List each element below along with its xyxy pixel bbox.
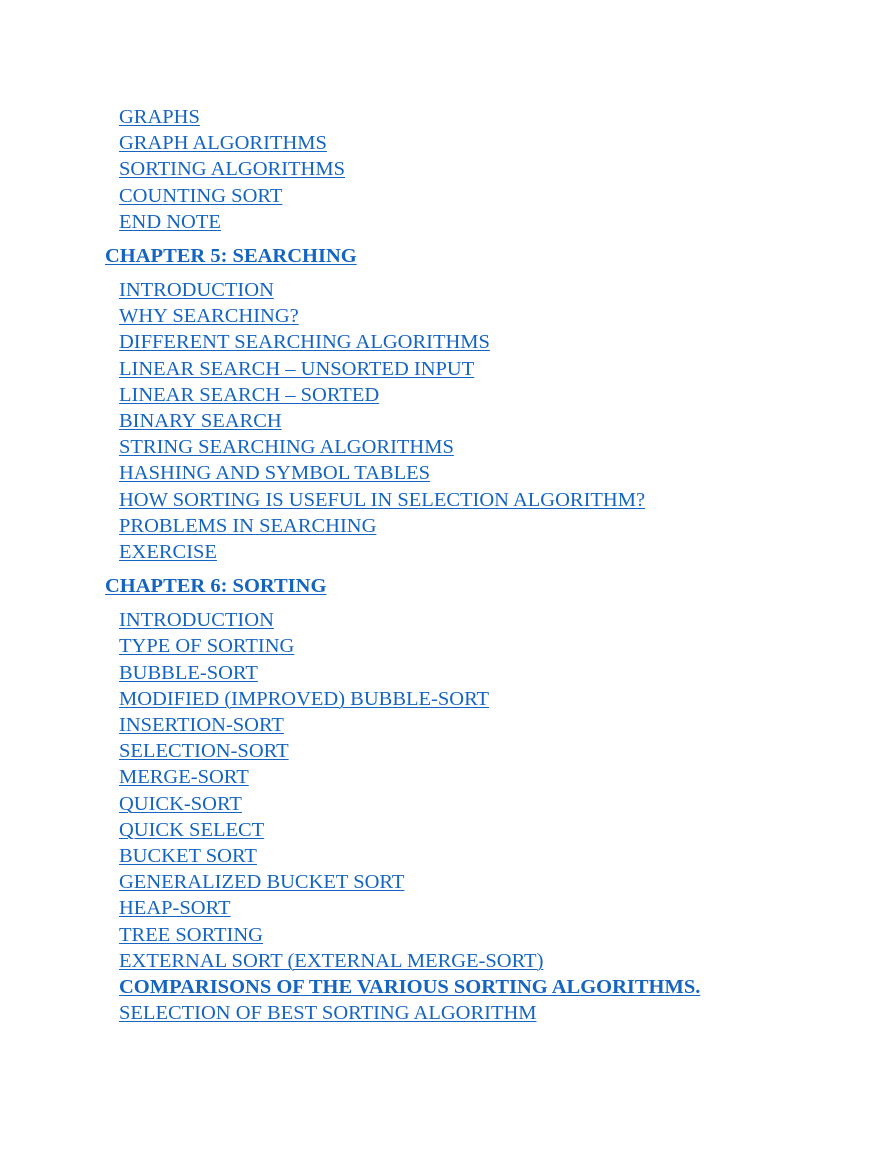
toc-link-end-note[interactable]: END NOTE (119, 210, 221, 233)
toc-link-sorting-algorithms[interactable]: SORTING ALGORITHMS (119, 158, 345, 181)
toc-link-insertion-sort[interactable]: INSERTION-SORT (119, 714, 284, 737)
toc-link-quick-sort[interactable]: QUICK-SORT (119, 792, 242, 815)
toc-link-modified-bubble-sort[interactable]: MODIFIED (IMPROVED) BUBBLE-SORT (119, 687, 490, 710)
toc-link-tree-sorting[interactable]: TREE SORTING (119, 923, 263, 946)
toc-link-why-searching[interactable]: WHY SEARCHING? (119, 305, 299, 328)
toc-link-heap-sort[interactable]: HEAP-SORT (119, 897, 231, 920)
toc-link-bubble-sort[interactable]: BUBBLE-SORT (119, 661, 258, 684)
toc-link-external-sort[interactable]: EXTERNAL SORT (EXTERNAL MERGE-SORT) (119, 949, 544, 972)
toc-link-hashing-and-symbol-tables[interactable]: HASHING AND SYMBOL TABLES (119, 462, 431, 485)
toc-link-selection-sort[interactable]: SELECTION-SORT (119, 740, 289, 763)
toc-link-ch5-introduction[interactable]: INTRODUCTION (119, 279, 274, 302)
toc-link-problems-in-searching[interactable]: PROBLEMS IN SEARCHING (119, 514, 377, 537)
toc-link-linear-search-unsorted[interactable]: LINEAR SEARCH – UNSORTED INPUT (119, 357, 475, 380)
toc-link-generalized-bucket-sort[interactable]: GENERALIZED BUCKET SORT (119, 871, 405, 894)
chapter-6-heading-link[interactable]: CHAPTER 6: SORTING (105, 575, 327, 598)
toc-link-binary-search[interactable]: BINARY SEARCH (119, 410, 282, 433)
toc-link-linear-search-sorted[interactable]: LINEAR SEARCH – SORTED (119, 383, 380, 406)
toc-link-exercise[interactable]: EXERCISE (119, 541, 217, 564)
toc-link-different-searching-algorithms[interactable]: DIFFERENT SEARCHING ALGORITHMS (119, 331, 490, 354)
toc-link-comparisons-of-sorting-algorithms[interactable]: COMPARISONS OF THE VARIOUS SORTING ALGORITHMS. (119, 976, 701, 999)
toc-link-sorting-in-selection[interactable]: HOW SORTING IS USEFUL IN SELECTION ALGORITHM? (119, 488, 646, 511)
table-of-contents (105, 104, 865, 1027)
chapter-5-heading-link[interactable]: CHAPTER 5: SEARCHING (105, 245, 357, 268)
toc-link-quick-select[interactable]: QUICK SELECT (119, 818, 265, 841)
toc-link-selection-of-best-sorting-algorithm[interactable]: SELECTION OF BEST SORTING ALGORITHM (119, 1002, 537, 1025)
toc-link-ch6-introduction[interactable]: INTRODUCTION (119, 609, 274, 632)
toc-link-graphs[interactable]: GRAPHS (119, 106, 200, 128)
toc-link-type-of-sorting[interactable]: TYPE OF SORTING (119, 635, 295, 658)
toc-link-counting-sort[interactable]: COUNTING SORT (119, 184, 283, 207)
toc-link-string-searching-algorithms[interactable]: STRING SEARCHING ALGORITHMS (119, 436, 454, 459)
toc-link-graph-algorithms[interactable]: GRAPH ALGORITHMS (119, 132, 327, 155)
toc-link-bucket-sort[interactable]: BUCKET SORT (119, 845, 257, 868)
toc-link-merge-sort[interactable]: MERGE-SORT (119, 766, 249, 789)
